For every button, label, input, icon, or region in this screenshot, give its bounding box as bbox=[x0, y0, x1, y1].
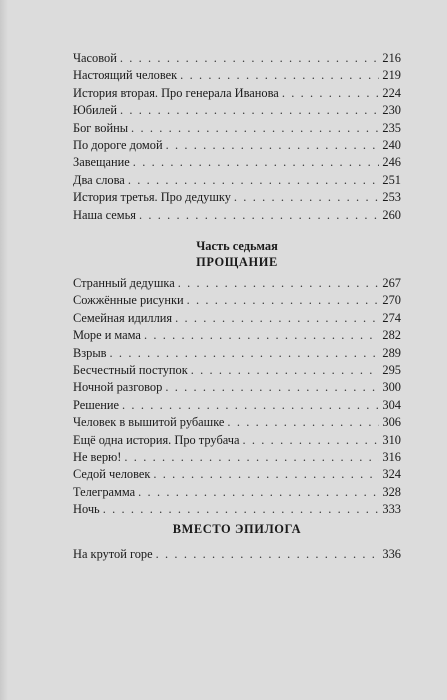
toc-dot-leader bbox=[103, 501, 380, 518]
toc-dot-leader bbox=[175, 310, 379, 327]
toc-entry-page-number: 216 bbox=[382, 51, 401, 65]
toc-entry bbox=[73, 345, 401, 362]
toc-entry bbox=[73, 414, 401, 431]
toc-entry-title: Бог войны bbox=[73, 120, 129, 135]
toc-entry bbox=[73, 137, 401, 154]
toc-entry bbox=[73, 449, 401, 466]
toc-entry bbox=[73, 275, 401, 292]
toc-dot-leader bbox=[144, 327, 379, 344]
part-seven-label: Часть седьмая bbox=[196, 239, 278, 253]
toc-entry-page-number: 310 bbox=[382, 432, 401, 447]
toc-entry-title: Наша семья bbox=[73, 207, 136, 222]
toc-entry-title: Море и мама bbox=[73, 328, 141, 343]
toc-entry-page-number: 336 bbox=[382, 547, 401, 561]
toc-entry-page-number: 235 bbox=[382, 120, 401, 135]
toc-entry-title: Не верю! bbox=[73, 449, 122, 464]
toc-entry-page-number: 219 bbox=[382, 68, 401, 83]
toc-entry-page-number: 260 bbox=[382, 207, 401, 222]
toc-dot-leader bbox=[133, 154, 380, 171]
toc-entry-title: Человек в вышитой рубашке bbox=[73, 415, 225, 430]
toc-entry-page-number: 251 bbox=[382, 172, 401, 187]
toc-entry-page-number: 289 bbox=[382, 345, 401, 360]
toc-entry-title: Часовой bbox=[73, 51, 117, 65]
toc-dot-leader bbox=[282, 85, 380, 102]
toc-dot-leader bbox=[191, 362, 380, 379]
toc-entry-page-number: 246 bbox=[382, 155, 401, 170]
epilogue-title: ВМЕСТО ЭПИЛОГА bbox=[172, 522, 302, 536]
toc-dot-leader bbox=[128, 172, 380, 189]
toc-entry bbox=[73, 432, 401, 449]
toc-dot-leader bbox=[138, 484, 379, 501]
toc-entry bbox=[73, 189, 401, 206]
part-seven-title: ПРОЩАНИЕ bbox=[196, 255, 278, 269]
toc-entry-title: Странный дедушка bbox=[73, 276, 175, 290]
toc-list-part6 bbox=[73, 50, 401, 224]
toc-entry bbox=[73, 120, 401, 137]
toc-dot-leader bbox=[153, 466, 379, 483]
toc-entry bbox=[73, 397, 401, 414]
toc-entry bbox=[73, 362, 401, 379]
toc-entry bbox=[73, 501, 401, 518]
toc-entry-title: На крутой горе bbox=[73, 547, 153, 561]
toc-entry-title: Решение bbox=[73, 397, 120, 412]
toc-entry bbox=[73, 379, 401, 396]
toc-entry-page-number: 253 bbox=[382, 190, 401, 205]
toc-dot-leader bbox=[120, 102, 379, 119]
toc-entry-page-number: 324 bbox=[382, 467, 401, 482]
toc-entry-title: Телеграмма bbox=[73, 484, 136, 499]
toc-entry-page-number: 270 bbox=[382, 293, 401, 308]
toc-dot-leader bbox=[124, 449, 379, 466]
toc-entry bbox=[73, 207, 401, 224]
toc-entry-page-number: 333 bbox=[382, 502, 401, 517]
epilogue-heading bbox=[73, 521, 401, 537]
toc-entry-title: Сожжённые рисунки bbox=[73, 293, 184, 308]
toc-entry-page-number: 230 bbox=[382, 103, 401, 118]
page-edge-shadow bbox=[0, 0, 8, 700]
toc-entry-page-number: 316 bbox=[382, 449, 401, 464]
toc-entry-title: Два слова bbox=[73, 172, 125, 187]
toc-entry-title: Настоящий человек bbox=[73, 68, 178, 83]
toc-entry-title: Ночь bbox=[73, 502, 100, 517]
toc-entry bbox=[73, 50, 401, 67]
toc-dot-leader bbox=[187, 292, 380, 309]
toc-entry-page-number: 295 bbox=[382, 362, 401, 377]
toc-entry bbox=[73, 154, 401, 171]
toc-entry-page-number: 328 bbox=[382, 484, 401, 499]
toc-entry-title: Юбилей bbox=[73, 103, 117, 118]
toc-entry-title: История третья. Про дедушку bbox=[73, 190, 231, 205]
toc-entry-page-number: 304 bbox=[382, 397, 401, 412]
toc-entry bbox=[73, 67, 401, 84]
toc-entry-title: Бесчестный поступок bbox=[73, 362, 188, 377]
toc-entry bbox=[73, 102, 401, 119]
toc-entry-title: История вторая. Про генерала Иванова bbox=[73, 85, 279, 100]
toc-entry-page-number: 267 bbox=[382, 276, 401, 290]
toc-entry-title: Ночной разговор bbox=[73, 380, 163, 395]
toc-entry-title: Ещё одна история. Про трубача bbox=[73, 432, 240, 447]
toc-dot-leader bbox=[139, 207, 379, 224]
toc-entry-page-number: 306 bbox=[382, 415, 401, 430]
toc-dot-leader bbox=[122, 397, 379, 414]
toc-dot-leader bbox=[178, 275, 380, 292]
toc-dot-leader bbox=[131, 120, 379, 137]
toc-dot-leader bbox=[234, 189, 380, 206]
toc-entry bbox=[73, 466, 401, 483]
toc-entry bbox=[73, 292, 401, 309]
toc-dot-leader bbox=[120, 50, 380, 67]
toc-entry bbox=[73, 85, 401, 102]
toc-entry bbox=[73, 484, 401, 501]
toc-entry-title: Взрыв bbox=[73, 345, 107, 360]
toc-entry-title: По дороге домой bbox=[73, 137, 163, 152]
toc-entry-page-number: 300 bbox=[382, 380, 401, 395]
toc-dot-leader bbox=[166, 137, 380, 154]
toc-entry-page-number: 224 bbox=[382, 85, 401, 100]
toc-entry-title: Семейная идиллия bbox=[73, 310, 173, 325]
toc-entry-page-number: 274 bbox=[382, 310, 401, 325]
toc-entry bbox=[73, 546, 401, 563]
toc-entry bbox=[73, 310, 401, 327]
part-seven-heading bbox=[73, 238, 401, 270]
toc-dot-leader bbox=[110, 345, 380, 362]
toc-dot-leader bbox=[180, 67, 379, 84]
toc-entry-page-number: 282 bbox=[382, 328, 401, 343]
toc-entry bbox=[73, 172, 401, 189]
toc-entry bbox=[73, 327, 401, 344]
toc-dot-leader bbox=[227, 414, 379, 431]
toc-entry-title: Седой человек bbox=[73, 467, 151, 482]
toc-dot-leader bbox=[242, 432, 379, 449]
toc-list-epilogue bbox=[73, 546, 401, 563]
toc-entry-page-number: 240 bbox=[382, 137, 401, 152]
toc-entry-title: Завещание bbox=[73, 155, 130, 170]
toc-dot-leader bbox=[156, 546, 380, 563]
toc-dot-leader bbox=[165, 379, 379, 396]
toc-list-part7 bbox=[73, 275, 401, 518]
